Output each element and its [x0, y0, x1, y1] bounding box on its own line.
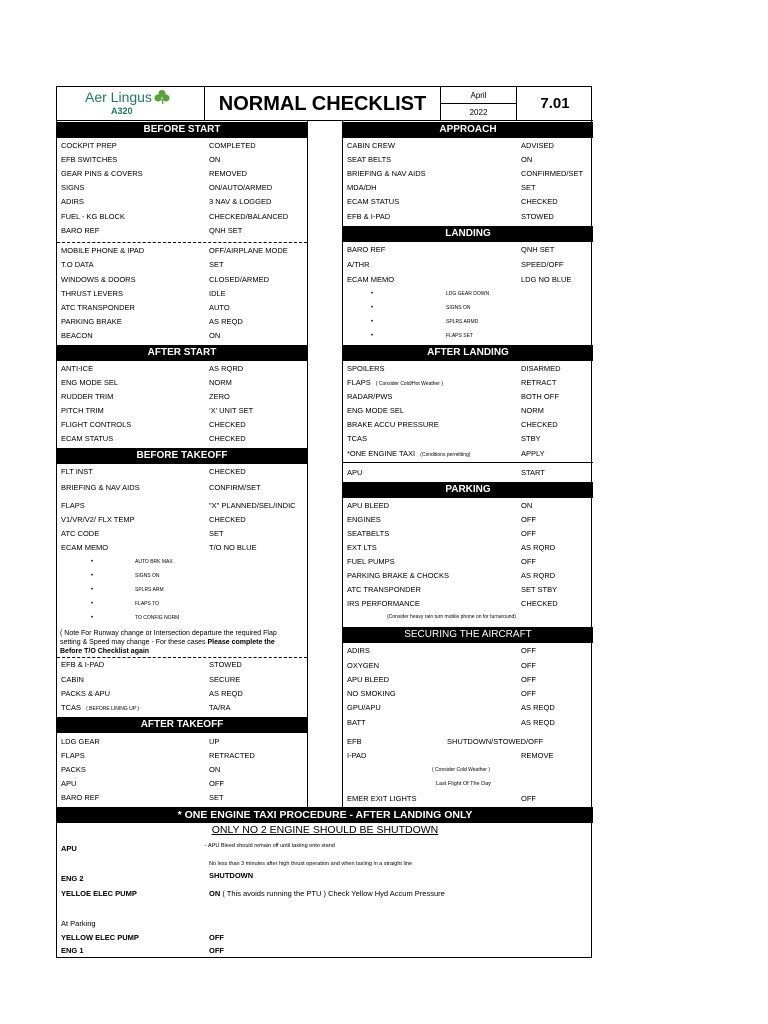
logo-subtitle: A320: [111, 106, 133, 116]
section-parking: PARKING: [343, 482, 593, 498]
checklist-row: GEAR PINS & COVERS REMOVED: [61, 169, 247, 178]
checklist-number: 7.01: [517, 87, 593, 121]
shamrock-icon: [153, 89, 171, 105]
dashed-divider: [57, 657, 307, 658]
checklist-row: CABIN CREW ADVISED: [347, 141, 554, 150]
bullet-icon: •: [371, 305, 374, 311]
cold-weather-note: ( Consider Cold Weather ): [432, 767, 490, 773]
checklist-row: BRIEFING & NAV AIDS CONFIRM/SET: [61, 483, 261, 492]
bullet-icon: •: [91, 615, 94, 621]
checklist-row: ANTI-ICE AS RQRD: [61, 364, 244, 373]
bullet-icon: •: [371, 333, 374, 339]
checklist-row: I-PAD REMOVE: [347, 751, 554, 760]
section-before-takeoff: BEFORE TAKEOFF: [57, 448, 307, 464]
checklist-row: WINDOWS & DOORS CLOSED/ARMED: [61, 275, 270, 284]
checklist-row: EFB & I-PAD STOWED: [61, 660, 242, 669]
checklist-row: *ONE ENGINE TAXI (Conditions permitting) APPLY: [347, 449, 545, 458]
memo-item: • FLAPS SET: [343, 330, 593, 342]
checklist-row: BARO REF QNH SET: [347, 245, 555, 254]
bullet-icon: •: [91, 559, 94, 565]
checklist-row: ECAM MEMO T/O NO BLUE: [61, 543, 257, 552]
checklist-row: APU BLEED ON: [347, 501, 533, 510]
taxi-row-yellow-pump-off: YELLOW ELEC PUMP OFF: [61, 933, 224, 942]
bullet-icon: •: [371, 319, 374, 325]
parking-note: (Consider heavy rain turn mobile phone on for turnaround): [387, 614, 516, 620]
checklist-row: ENGINES OFF: [347, 515, 536, 524]
taxi-procedure-subtitle: ONLY NO 2 ENGINE SHOULD BE SHUTDOWN: [211, 824, 439, 836]
checklist-row: ECAM STATUS CHECKED: [347, 197, 558, 206]
checklist-row: PITCH TRIM ‘X’ UNIT SET: [61, 406, 254, 415]
checklist-row: BRIEFING & NAV AIDS CONFIRMED/SET: [347, 169, 584, 178]
checklist-row: ECAM MEMO LDG NO BLUE: [347, 275, 572, 284]
bullet-icon: •: [91, 573, 94, 579]
taxi-apu-note: No less than 3 minutes after high thrust operation and when taxiing in a straight line: [209, 861, 413, 867]
checklist-row: V1/VR/V2/ FLX TEMP CHECKED: [61, 515, 246, 524]
checklist-row: BRAKE ACCU PRESSURE CHECKED: [347, 420, 558, 429]
logo-box: [57, 87, 205, 121]
checklist-sheet: [56, 86, 592, 958]
checklist-row: PARKING BRAKE AS REQD: [61, 317, 243, 326]
memo-item: • SPLRS ARM: [57, 584, 307, 596]
checklist-row: EFB & I-PAD STOWED: [347, 212, 554, 221]
bullet-icon: •: [91, 601, 94, 607]
checklist-row: ATC CODE SET: [61, 529, 224, 538]
bullet-icon: •: [371, 291, 374, 297]
checklist-row: CABIN SECURE: [61, 675, 241, 684]
bullet-icon: •: [91, 587, 94, 593]
checklist-row: T.O DATA SET: [61, 260, 224, 269]
checklist-row: EMER EXIT LIGHTS OFF: [347, 794, 536, 803]
taxi-row-eng1: ENG 1 OFF: [61, 946, 224, 955]
checklist-row: PACKS & APU AS REQD: [61, 689, 243, 698]
last-flight-note: Last Flight Of The Day: [436, 781, 491, 787]
checklist-row: ENG MODE SEL NORM: [61, 378, 232, 387]
checklist-row: EXT LTS AS RQRD: [347, 543, 556, 552]
checklist-row: OXYGEN OFF: [347, 661, 536, 670]
checklist-row: SEATBELTS OFF: [347, 529, 536, 538]
checklist-row: FLAPS "X" PLANNED/SEL/INDIC: [61, 501, 296, 510]
memo-item: • FLAPS TO: [57, 598, 307, 610]
dashed-divider: [57, 242, 307, 243]
checklist-row: COCKPIT PREP COMPLETED: [61, 141, 256, 150]
memo-item: • SIGNS ON: [343, 302, 593, 314]
checklist-row: TCAS STBY: [347, 434, 541, 443]
section-approach: APPROACH: [343, 122, 593, 138]
column-separator: [307, 121, 343, 807]
divider: [343, 462, 593, 463]
revision-year: 2022: [441, 104, 517, 121]
checklist-row: FLAPS RETRACTED: [61, 751, 255, 760]
checklist-row: APU BLEED OFF: [347, 675, 536, 684]
checklist-row: PACKS ON: [61, 765, 221, 774]
checklist-row: PARKING BRAKE & CHOCKS AS RQRD: [347, 571, 556, 580]
checklist-row: BARO REF QNH SET: [61, 226, 243, 235]
checklist-row: ATC TRANSPONDER AUTO: [61, 303, 230, 312]
revision-month: April: [441, 87, 517, 104]
checklist-row: ADIRS 3 NAV & LOGGED: [61, 197, 272, 206]
checklist-row: NO SMOKING OFF: [347, 689, 536, 698]
memo-item: • TO CONFIG NORM: [57, 612, 307, 624]
taxi-row-yellow-pump: YELLOE ELEC PUMP ON ( This avoids running the PTU ) Check Yellow Hyd Accum Pressure: [61, 889, 445, 898]
checklist-row: BATT AS REQD: [347, 718, 555, 727]
section-after-start: AFTER START: [57, 345, 307, 361]
checklist-row: MOBILE PHONE & IPAD OFF/AIRPLANE MODE: [61, 246, 288, 255]
checklist-row: MDA/DH SET: [347, 183, 536, 192]
section-after-takeoff: AFTER TAKEOFF: [57, 717, 307, 733]
checklist-row: TCAS ( BEFORE LINING UP ) TA/RA: [61, 703, 231, 712]
taxi-row-eng2: ENG 2 SHUTDOWN: [61, 871, 254, 883]
checklist-row: RADAR/PWS BOTH OFF: [347, 392, 559, 401]
checklist-row: APU START: [347, 468, 545, 477]
memo-item: • LDG GEAR DOWN: [343, 288, 593, 300]
checklist-row: SEAT BELTS ON: [347, 155, 533, 164]
checklist-row: LDG GEAR UP: [61, 737, 220, 746]
checklist-row: ADIRS OFF: [347, 646, 536, 655]
checklist-row: FLT INST CHECKED: [61, 467, 246, 476]
checklist-row: A/THR SPEED/OFF: [347, 260, 564, 269]
checklist-row: BARO REF SET: [61, 793, 224, 802]
checklist-row: GPU/APU AS REQD: [347, 703, 555, 712]
checklist-row: ENG MODE SEL NORM: [347, 406, 544, 415]
page-title: NORMAL CHECKLIST: [205, 87, 441, 121]
memo-item: • SPLRS ARMD: [343, 316, 593, 328]
section-before-start: BEFORE START: [57, 122, 307, 138]
checklist-row: SPOILERS DISARMED: [347, 364, 561, 373]
taxi-row-apu: APU - APU Bleed should remain off until taxiing onto stand: [61, 843, 335, 853]
checklist-row: APU OFF: [61, 779, 224, 788]
checklist-row: BEACON ON: [61, 331, 221, 340]
section-securing-aircraft: SECURING THE AIRCRAFT: [343, 627, 593, 643]
memo-item: • SIGNS ON: [57, 570, 307, 582]
taxi-at-parking: At Parking: [61, 919, 96, 928]
checklist-row: THRUST LEVERS IDLE: [61, 289, 226, 298]
checklist-row: SIGNS ON/AUTO/ARMED: [61, 183, 273, 192]
checklist-row: EFB SHUTDOWN/STOWED/OFF: [347, 737, 544, 746]
checklist-row: FLAPS ( Consider Cold/Hot Weather ) RETRACT: [347, 378, 557, 387]
checklist-row: FUEL PUMPS OFF: [347, 557, 536, 566]
taxi-procedure-header: * ONE ENGINE TAXI PROCEDURE - AFTER LANDING ONLY: [57, 807, 593, 823]
section-landing: LANDING: [343, 226, 593, 242]
checklist-row: IRS PERFORMANCE CHECKED: [347, 599, 558, 608]
memo-item: • AUTO BRK MAX: [57, 556, 307, 568]
checklist-row: RUDDER TRIM ZERO: [61, 392, 230, 401]
checklist-row: FUEL - KG BLOCK CHECKED/BALANCED: [61, 212, 289, 221]
checklist-row: EFB SWITCHES ON: [61, 155, 221, 164]
checklist-row: ATC TRANSPONDER SET STBY: [347, 585, 558, 594]
checklist-row: FLIGHT CONTROLS CHECKED: [61, 420, 246, 429]
section-after-landing: AFTER LANDING: [343, 345, 593, 361]
logo-text: Aer Lingus: [85, 89, 152, 105]
flap-note: ( Note For Runway change or Intersection departure the required Flap setting & Speed may change - For these cases Please complete the Before T/O Checklist again: [60, 630, 277, 655]
checklist-row: ECAM STATUS CHECKED: [61, 434, 246, 443]
